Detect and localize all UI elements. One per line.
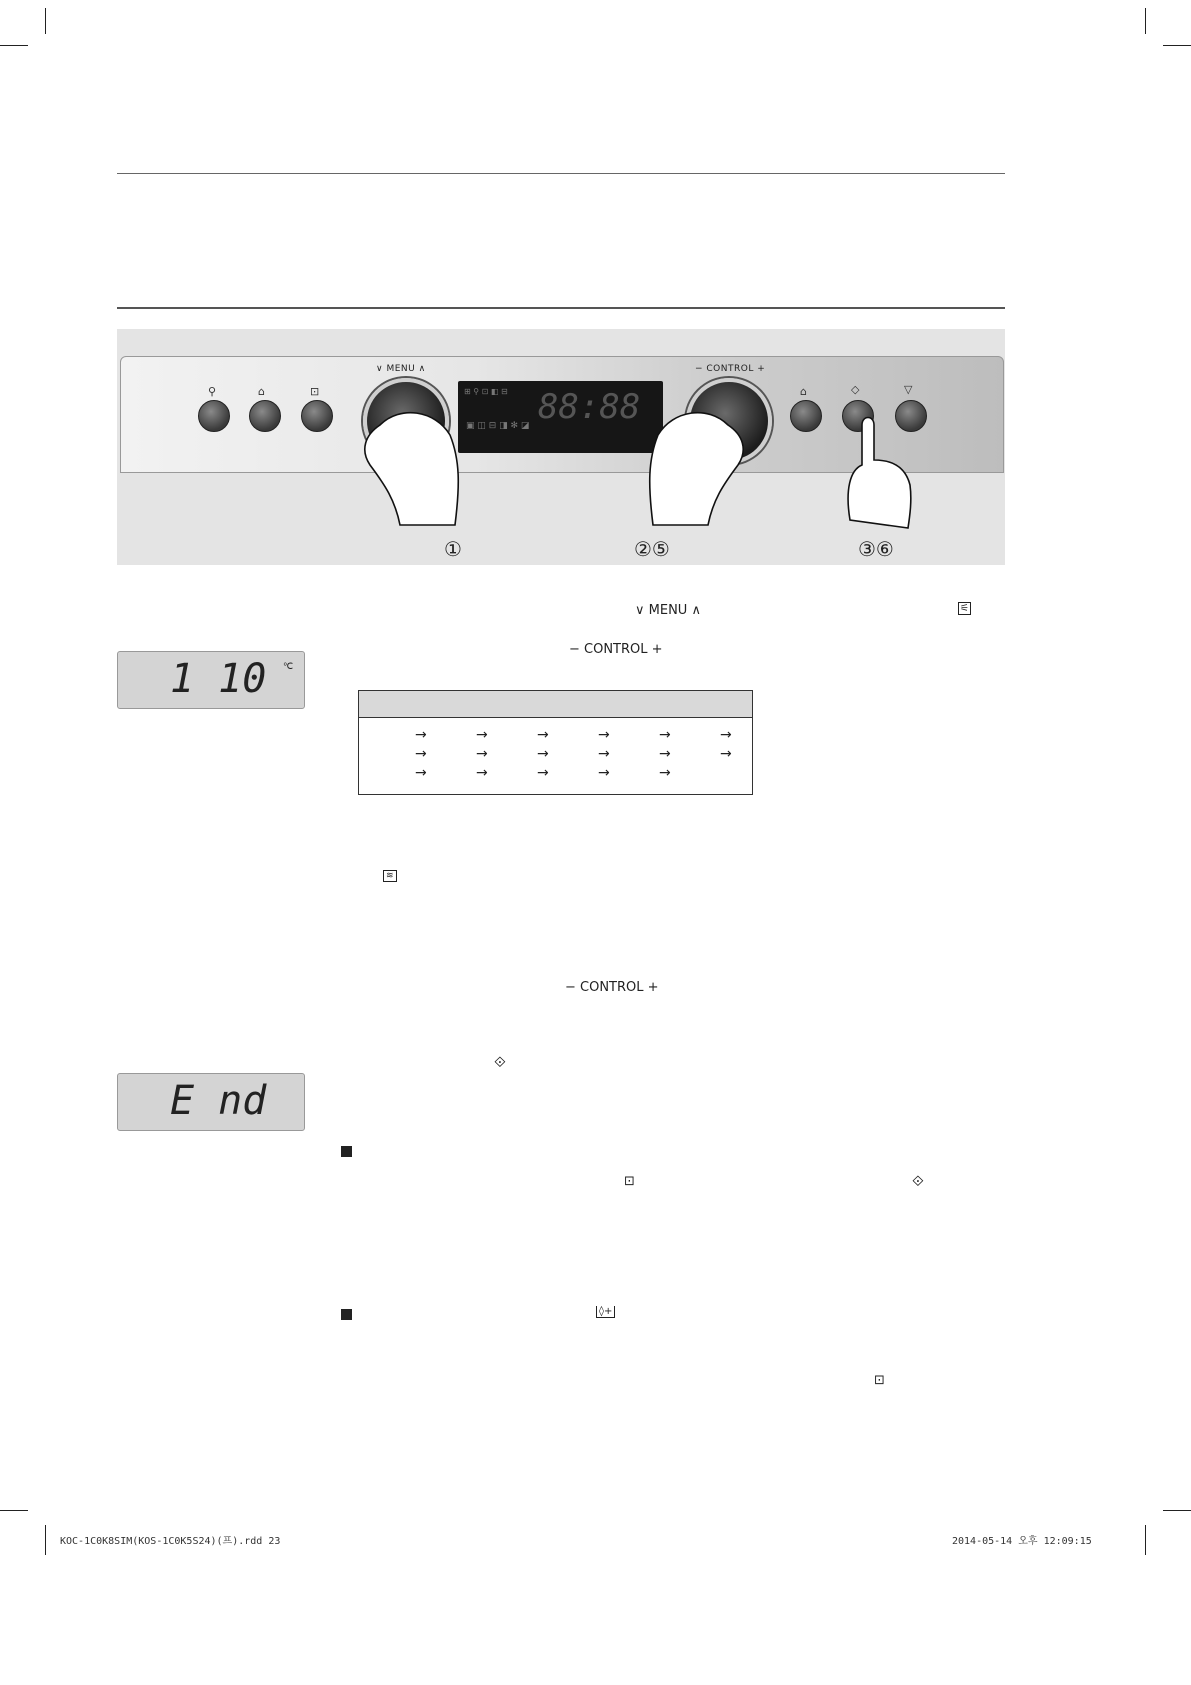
display-mode-icons: ▣ ◫ ⊟ ◨ ✻ ◪ xyxy=(466,421,530,431)
table-arrow: → xyxy=(415,746,427,762)
callout-3-6: ③⑥ xyxy=(858,537,894,561)
table-arrow: → xyxy=(476,765,488,781)
stop-icon: ▽ xyxy=(904,383,913,396)
table-arrow: → xyxy=(598,727,610,743)
table-arrow: → xyxy=(720,727,732,743)
control-label-inline-2: − CONTROL + xyxy=(565,980,659,995)
control-dial-label: − CONTROL + xyxy=(695,364,766,374)
start-icon: ◇ xyxy=(851,383,860,396)
water-icon: ⌂ xyxy=(258,385,265,398)
lcd-end-value: E nd xyxy=(170,1078,267,1124)
table-arrow: → xyxy=(659,727,671,743)
steam-button[interactable] xyxy=(198,400,230,432)
lcd-end-display xyxy=(117,1073,305,1131)
fan-mode-icon: ⚟ xyxy=(960,603,969,614)
footer-timestamp: 2014-05-14 오후 12:09:15 xyxy=(952,1536,1092,1547)
lcd-temperature-unit: ℃ xyxy=(283,662,294,672)
callout-1: ① xyxy=(444,537,462,561)
table-arrow: → xyxy=(537,746,549,762)
descale-icon: ⊡ xyxy=(310,385,320,398)
lcd-temperature-display xyxy=(117,651,305,709)
bullet-square xyxy=(341,1309,352,1320)
header-rule xyxy=(117,173,1005,174)
crop-mark xyxy=(0,45,28,46)
display-icons: ⊞ ⚲ ⊡ ◧ ⊟ xyxy=(464,387,508,396)
lcd-temperature-value: 1 10 xyxy=(170,656,267,702)
table-arrow: → xyxy=(598,746,610,762)
crop-mark xyxy=(1163,45,1191,46)
finger-pressing-start xyxy=(840,410,920,530)
light-button[interactable] xyxy=(790,400,822,432)
start-icon-inline: ⟐ xyxy=(494,1053,506,1071)
start-icon-inline-2: ⟐ xyxy=(912,1172,924,1190)
table-arrow: → xyxy=(720,746,732,762)
hand-turning-control-dial xyxy=(628,405,748,527)
water-refill-icon: ◊+ xyxy=(596,1306,615,1318)
descale-icon-inline: ⊡ xyxy=(624,1174,635,1189)
hand-turning-menu-dial xyxy=(360,405,480,527)
table-header xyxy=(359,691,752,718)
control-label-inline: − CONTROL + xyxy=(569,642,663,657)
water-button[interactable] xyxy=(249,400,281,432)
crop-mark xyxy=(45,8,46,34)
section-rule xyxy=(117,307,1005,309)
callout-2-5: ②⑤ xyxy=(634,537,670,561)
menu-label-inline: ∨ MENU ∧ xyxy=(635,603,701,618)
crop-mark xyxy=(1145,8,1146,34)
crop-mark xyxy=(1163,1510,1191,1511)
bullet-square xyxy=(341,1146,352,1157)
menu-dial-label: ∨ MENU ∧ xyxy=(376,364,426,374)
light-icon: ⌂ xyxy=(800,385,807,398)
table-arrow: → xyxy=(476,746,488,762)
descale-button[interactable] xyxy=(301,400,333,432)
descale-icon-inline-2: ⊡ xyxy=(874,1373,885,1388)
table-arrow: → xyxy=(659,765,671,781)
table-arrow: → xyxy=(537,727,549,743)
steam-icon: ⚲ xyxy=(208,385,217,398)
table-arrow: → xyxy=(415,727,427,743)
crop-mark xyxy=(1145,1525,1146,1555)
crop-mark xyxy=(0,1510,28,1511)
table-arrow: → xyxy=(415,765,427,781)
crop-mark xyxy=(45,1525,46,1555)
heating-icon: ≋ xyxy=(383,870,397,882)
table-arrow: → xyxy=(476,727,488,743)
table-arrow: → xyxy=(537,765,549,781)
footer-file-name: KOC-1C0K8SIM(KOS-1C0K5S24)(프).rdd 23 xyxy=(60,1536,281,1547)
table-arrow: → xyxy=(598,765,610,781)
table-arrow: → xyxy=(659,746,671,762)
display-digits: 88:88 xyxy=(538,387,641,427)
temperature-table xyxy=(358,690,753,795)
